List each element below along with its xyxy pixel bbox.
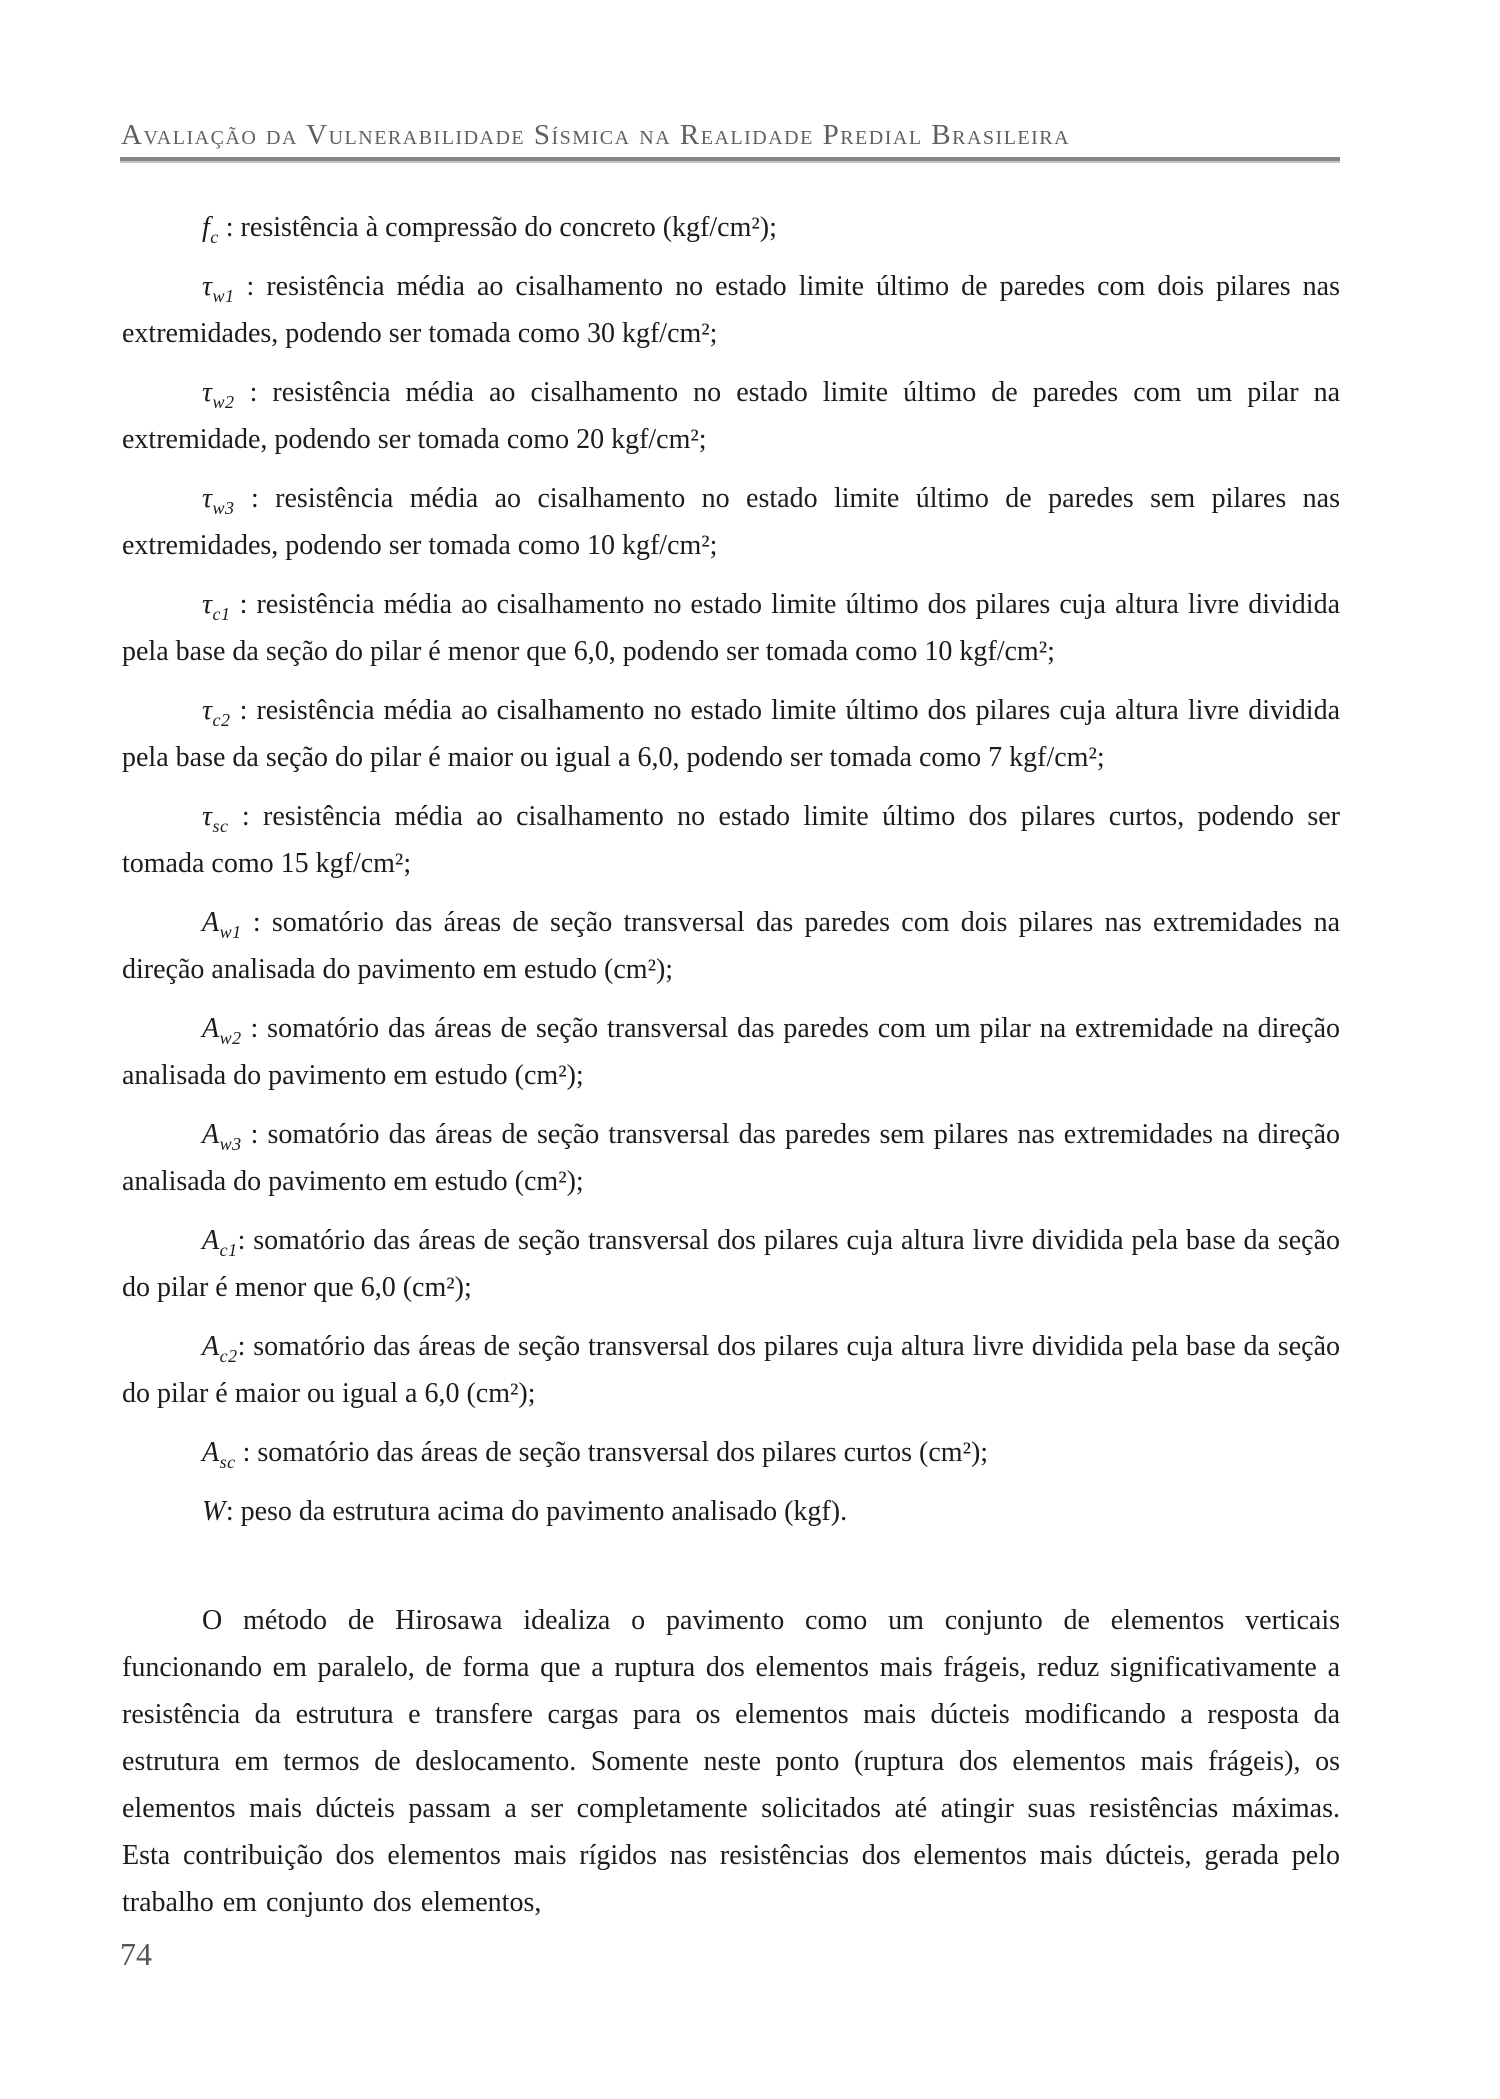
symbol-ac2: A <box>202 1331 220 1362</box>
definition-item-aw2 <box>122 1005 1340 1099</box>
symbol-subscript: c1 <box>219 1240 238 1260</box>
definition-item-aw1 <box>122 899 1340 993</box>
definition-item-tau-c2 <box>122 687 1340 781</box>
symbol-aw3: A <box>202 1119 220 1150</box>
definition-item-tau-w2 <box>122 369 1340 463</box>
symbol-aw2: A <box>202 1013 220 1044</box>
definition-text: : somatório das áreas de seção transversal dos pilares cuja altura livre dividida pela base da seção do pilar é menor que 6,0 (cm²); <box>122 1225 1340 1303</box>
symbol-tau-w2: τ <box>202 377 213 408</box>
definition-item-tau-w3 <box>122 475 1340 569</box>
definition-text: : somatório das áreas de seção transversal das paredes com um pilar na extremidade na direção analisada do pavimento em estudo (cm²); <box>122 1013 1340 1091</box>
definition-text: : resistência à compressão do concreto (kgf/cm²); <box>218 212 777 243</box>
definition-text: : resistência média ao cisalhamento no estado limite último de paredes com dois pilares nas extremidades, podendo ser tomada como 30 kgf/cm²; <box>122 271 1340 349</box>
symbol-tau-w1: τ <box>202 271 213 302</box>
body-paragraph: O método de Hirosawa idealiza o pavimento como um conjunto de elementos verticais funcionando em paralelo, de forma que a ruptura dos elementos mais frágeis, reduz significativamente a resistência da estrutura e transfere cargas para os elementos mais dúcteis modificando a resposta da estrutura em termos de deslocamento. Somente neste ponto (ruptura dos elementos mais frágeis), os elementos mais dúcteis passam a ser completamente solicitados até atingir suas resistências máximas. Esta contribuição dos elementos mais rígidos nas resistências dos elementos mais dúcteis, gerada pelo trabalho em conjunto dos elementos, <box>122 1605 1340 1918</box>
symbol-subscript: c <box>210 227 219 247</box>
definition-text: : resistência média ao cisalhamento no estado limite último dos pilares curtos, podendo ser tomada como 15 kgf/cm²; <box>122 801 1340 879</box>
definition-item-asc <box>122 1429 1340 1476</box>
symbol-subscript: w3 <box>219 1134 242 1154</box>
symbol-tau-c2: τ <box>202 695 213 726</box>
definition-text: : somatório das áreas de seção transversal das paredes sem pilares nas extremidades na direção analisada do pavimento em estudo (cm²); <box>122 1119 1340 1197</box>
symbol-subscript: c2 <box>212 710 231 730</box>
symbol-w: W <box>202 1496 226 1527</box>
definition-item-tau-c1 <box>122 581 1340 675</box>
running-header: Avaliação da Vulnerabilidade Sísmica na Realidade Predial Brasileira <box>121 119 1071 151</box>
definition-item-fc <box>122 204 1340 251</box>
symbol-subscript: c2 <box>219 1346 238 1366</box>
definition-text: : somatório das áreas de seção transversal dos pilares cuja altura livre dividida pela base da seção do pilar é maior ou igual a 6,0 (cm²); <box>122 1331 1340 1409</box>
symbol-aw1: A <box>202 907 220 938</box>
symbol-subscript: sc <box>212 816 229 836</box>
page-number: 74 <box>120 1936 152 1972</box>
definition-text: : resistência média ao cisalhamento no estado limite último dos pilares cuja altura livre dividida pela base da seção do pilar é maior ou igual a 6,0, podendo ser tomada como 7 kgf/cm²; <box>122 695 1340 773</box>
symbol-ac1: A <box>202 1225 220 1256</box>
symbol-subscript: w2 <box>212 392 235 412</box>
definition-text: : somatório das áreas de seção transversal dos pilares curtos (cm²); <box>235 1437 989 1468</box>
symbol-subscript: w1 <box>219 922 242 942</box>
symbol-tau-sc: τ <box>202 801 213 832</box>
definition-text: : somatório das áreas de seção transversal das paredes com dois pilares nas extremidades na direção analisada do pavimento em estudo (cm²); <box>122 907 1340 985</box>
definition-text: : resistência média ao cisalhamento no estado limite último dos pilares cuja altura livre dividida pela base da seção do pilar é menor que 6,0, podendo ser tomada como 10 kgf/cm²; <box>122 589 1340 667</box>
definition-item-tau-w1 <box>122 263 1340 357</box>
symbol-tau-w3: τ <box>202 483 213 514</box>
definition-item-tau-sc <box>122 793 1340 887</box>
symbol-asc: A <box>202 1437 220 1468</box>
definition-item-w <box>122 1488 1340 1535</box>
symbol-subscript: c1 <box>212 604 231 624</box>
symbol-subscript: w2 <box>219 1028 242 1048</box>
symbol-subscript: sc <box>219 1452 236 1472</box>
header-rule-divider <box>120 157 1340 163</box>
symbol-subscript: w1 <box>212 286 235 306</box>
symbol-fc: f <box>202 212 211 243</box>
symbol-tau-c1: τ <box>202 589 213 620</box>
definition-item-aw3 <box>122 1111 1340 1205</box>
symbol-subscript: w3 <box>212 498 235 518</box>
definition-item-ac2 <box>122 1323 1340 1417</box>
definition-text: : resistência média ao cisalhamento no estado limite último de paredes com um pilar na extremidade, podendo ser tomada como 20 kgf/cm²; <box>122 377 1340 455</box>
definition-text: : resistência média ao cisalhamento no estado limite último de paredes sem pilares nas extremidades, podendo ser tomada como 10 kgf/cm²; <box>122 483 1340 561</box>
definition-item-ac1 <box>122 1217 1340 1311</box>
definition-text: : peso da estrutura acima do pavimento analisado (kgf). <box>225 1496 848 1527</box>
page-body <box>122 204 1340 1926</box>
